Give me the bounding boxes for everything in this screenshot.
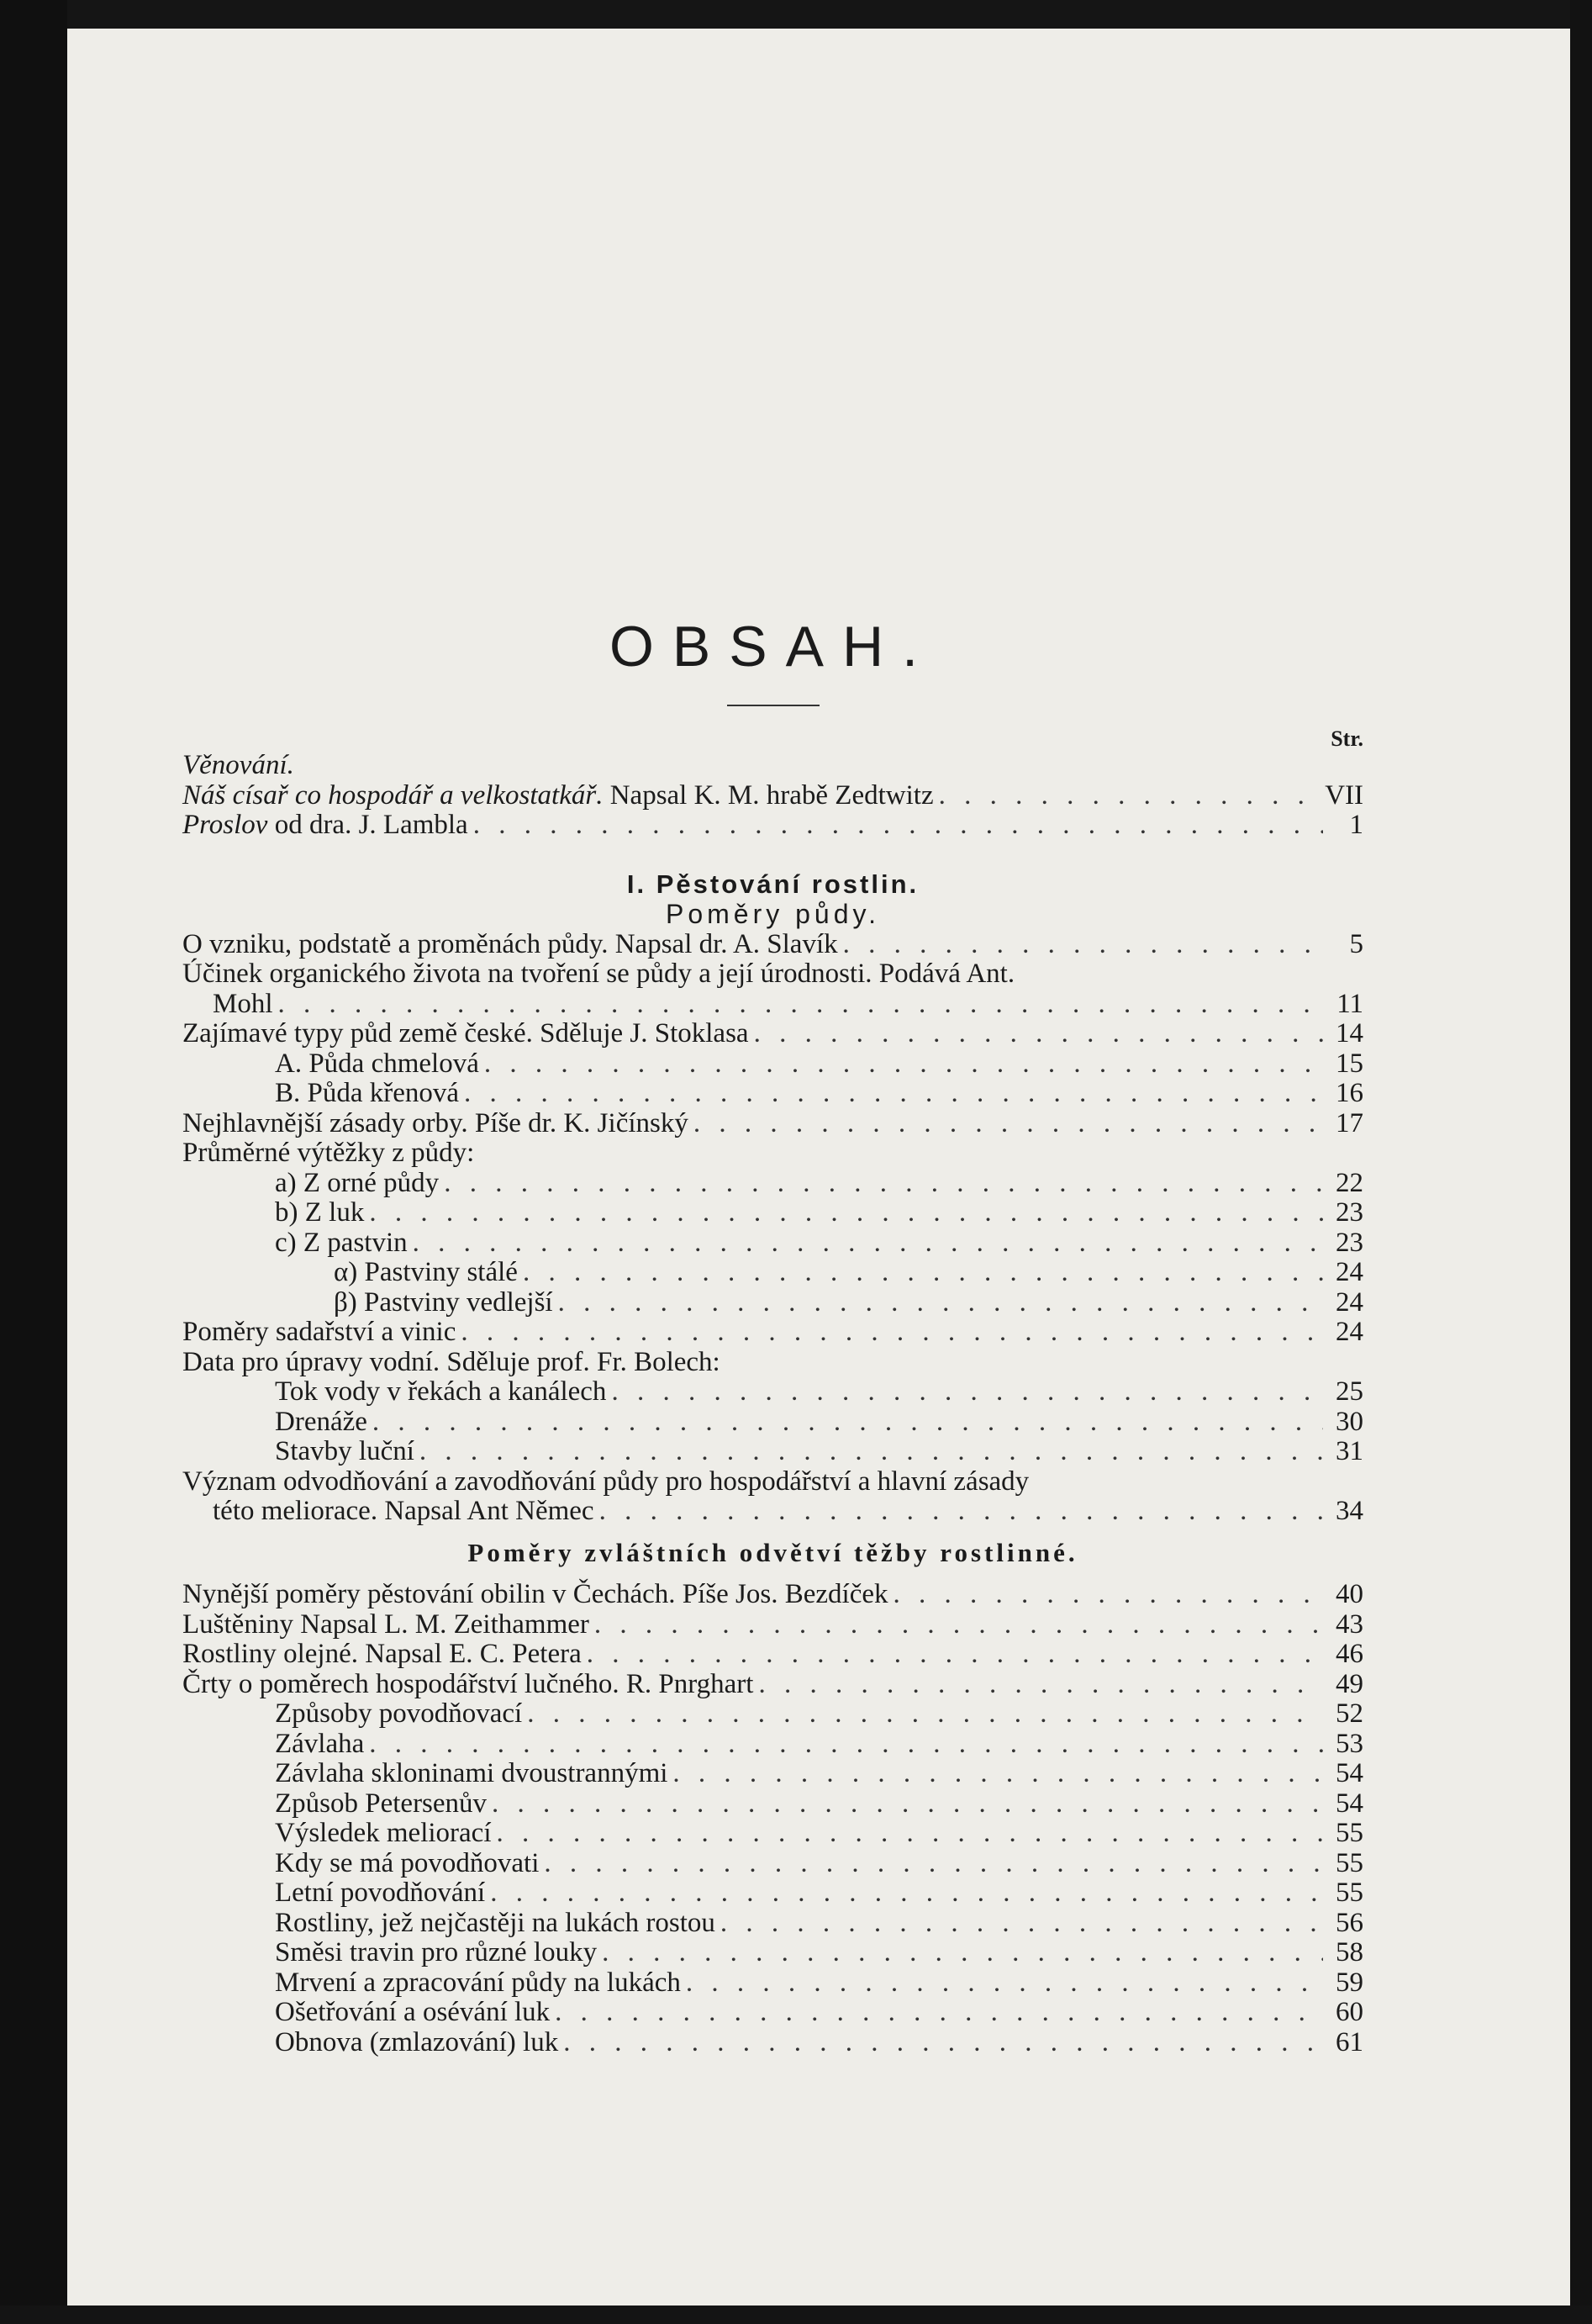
- entry-page: VII: [1325, 779, 1363, 811]
- section-heading: Poměry zvláštních odvětví těžby rostlinné.: [467, 1537, 1078, 1567]
- toc-entry: Mohl . . . 11: [182, 989, 1363, 1019]
- dot-leader: [843, 929, 1323, 960]
- entries-list: [182, 750, 1363, 2057]
- toc-entry: Způsob Petersenův . . . 54: [182, 1788, 1363, 1819]
- toc-entry: Drenáže . . . 30: [182, 1407, 1363, 1437]
- toc-entry: Způsoby povodňovací . . . 52: [182, 1698, 1363, 1729]
- dot-leader: [594, 1609, 1323, 1640]
- dot-leader: [558, 1287, 1323, 1318]
- toc-entry: Kdy se má povodňovati . . . 55: [182, 1848, 1363, 1878]
- dot-leader: [473, 810, 1323, 841]
- part-heading: I. Pěstování rostlin.: [626, 869, 920, 899]
- toc-entry: α) Pastviny stálé . . . 24: [182, 1257, 1363, 1287]
- toc-entry: [182, 780, 1363, 811]
- section-heading: Poměry půdy.: [665, 899, 881, 929]
- toc-entry: c) Z pastvin . . . 23: [182, 1228, 1363, 1258]
- dot-leader: [419, 1436, 1323, 1467]
- dot-leader: [413, 1228, 1323, 1259]
- toc-entry: Letní povodňování . . . 55: [182, 1878, 1363, 1908]
- toc-entry: b) Z luk . . . 23: [182, 1197, 1363, 1228]
- dot-leader: [497, 1818, 1324, 1849]
- toc-entry: Výsledek meliorací . . . 55: [182, 1818, 1363, 1848]
- toc-entry: Význam odvodňování a zavodňování půdy pro hospodářství a hlavní zásady: [182, 1466, 1030, 1497]
- toc-entry: Stavby luční . . . 31: [182, 1436, 1363, 1466]
- toc-entry: Rostliny olejné. Napsal E. C. Petera . . . 46: [182, 1639, 1363, 1669]
- toc-entry: [182, 750, 1363, 780]
- dot-leader: [758, 1669, 1323, 1700]
- dot-leader: [720, 1908, 1323, 1939]
- dot-leader: [939, 780, 1321, 811]
- dot-leader: [686, 1967, 1323, 1999]
- dot-leader: [611, 1376, 1323, 1408]
- dot-leader: [693, 1108, 1323, 1139]
- dot-leader: [599, 1496, 1323, 1527]
- toc-entry: β) Pastviny vedlejší . . . 24: [182, 1287, 1363, 1318]
- dot-leader: [527, 1698, 1323, 1730]
- dot-leader: [754, 1018, 1323, 1049]
- toc-entry: Poměry sadařství a vinic . . . 24: [182, 1317, 1363, 1347]
- dot-leader: [492, 1788, 1323, 1820]
- toc-entry: Závlaha skloninami dvoustrannými . . . 54: [182, 1758, 1363, 1788]
- page-column-label: Str.: [1331, 726, 1363, 751]
- dot-leader: [369, 1197, 1323, 1228]
- entry-title: Věnování.: [182, 750, 294, 780]
- toc-entry: Rostliny, jež nejčastěji na lukách rostou . . . 56: [182, 1908, 1363, 1938]
- toc-entry: Luštěniny Napsal L. M. Zeithammer . . . 43: [182, 1609, 1363, 1640]
- toc-entry: B. Půda křenová . . . 16: [182, 1078, 1363, 1108]
- toc-entry: Účinek organického života na tvoření se půdy a její úrodnosti. Podává Ant.: [182, 959, 1015, 989]
- dot-leader: [602, 1937, 1323, 1968]
- entry-title: Náš císař co hospodář a velkostatkář. Napsal K. M. hrabě Zedtwitz: [182, 779, 934, 811]
- toc-entry: Tok vody v řekách a kanálech . . . 25: [182, 1376, 1363, 1407]
- toc-entry: této meliorace. Napsal Ant Němec . . . 34: [182, 1496, 1363, 1526]
- toc-entry: O vzniku, podstatě a proměnách půdy. Napsal dr. A. Slavík . . . 5: [182, 929, 1363, 959]
- toc-entry: Data pro úpravy vodní. Sděluje prof. Fr. Bolech:: [182, 1346, 720, 1377]
- dot-leader: [484, 1048, 1323, 1080]
- scan-border-bottom: [0, 2306, 1592, 2324]
- dot-leader: [894, 1579, 1323, 1610]
- entry-page: 1: [1349, 810, 1363, 840]
- dot-leader: [369, 1729, 1323, 1760]
- scan-border-left: [0, 0, 67, 2324]
- dot-leader: [587, 1639, 1323, 1670]
- dot-leader: [464, 1078, 1323, 1109]
- toc-entry: Črty o poměrech hospodářství lučného. R. Pnrghart . . . 49: [182, 1669, 1363, 1699]
- dot-leader: [278, 989, 1323, 1020]
- toc-entry: A. Půda chmelová . . . 15: [182, 1048, 1363, 1079]
- toc-entry: Obnova (zmlazování) luk . . . 61: [182, 2027, 1363, 2057]
- dot-leader: [523, 1257, 1323, 1288]
- dot-leader: [672, 1758, 1323, 1789]
- toc-entry: Ošetřování a osévání luk . . . 60: [182, 1997, 1363, 2027]
- toc-entry: Mrvení a zpracování půdy na lukách . . . 59: [182, 1967, 1363, 1998]
- dot-leader: [372, 1407, 1323, 1438]
- toc-entry: Průměrné výtěžky z půdy:: [182, 1138, 475, 1168]
- toc-entry: Zajímavé typy půd země české. Sděluje J. Stoklasa . . . 14: [182, 1018, 1363, 1048]
- toc-entry: Směsi travin pro různé louky . . . 58: [182, 1937, 1363, 1967]
- dot-leader: [461, 1317, 1323, 1348]
- title-divider: [727, 705, 820, 706]
- page-title: OBSAH.: [609, 615, 936, 679]
- scan-border-top: [0, 0, 1592, 29]
- toc-entry: Nejhlavnější zásady orby. Píše dr. K. Jičínský . . . 17: [182, 1108, 1363, 1138]
- toc-entry: a) Z orné půdy . . . 22: [182, 1168, 1363, 1198]
- entry-title: Proslov od dra. J. Lambla: [182, 810, 468, 840]
- dot-leader: [544, 1848, 1323, 1879]
- toc-entry: Závlaha . . . 53: [182, 1729, 1363, 1759]
- dot-leader: [555, 1997, 1323, 2028]
- scan-border-right: [1570, 0, 1592, 2324]
- toc-entry: [182, 810, 1363, 840]
- dot-leader: [563, 2027, 1323, 2058]
- toc-entry: Nynější poměry pěstování obilin v Čechách. Píše Jos. Bezdíček . . . 40: [182, 1579, 1363, 1609]
- dot-leader: [490, 1878, 1323, 1909]
- dot-leader: [444, 1168, 1323, 1199]
